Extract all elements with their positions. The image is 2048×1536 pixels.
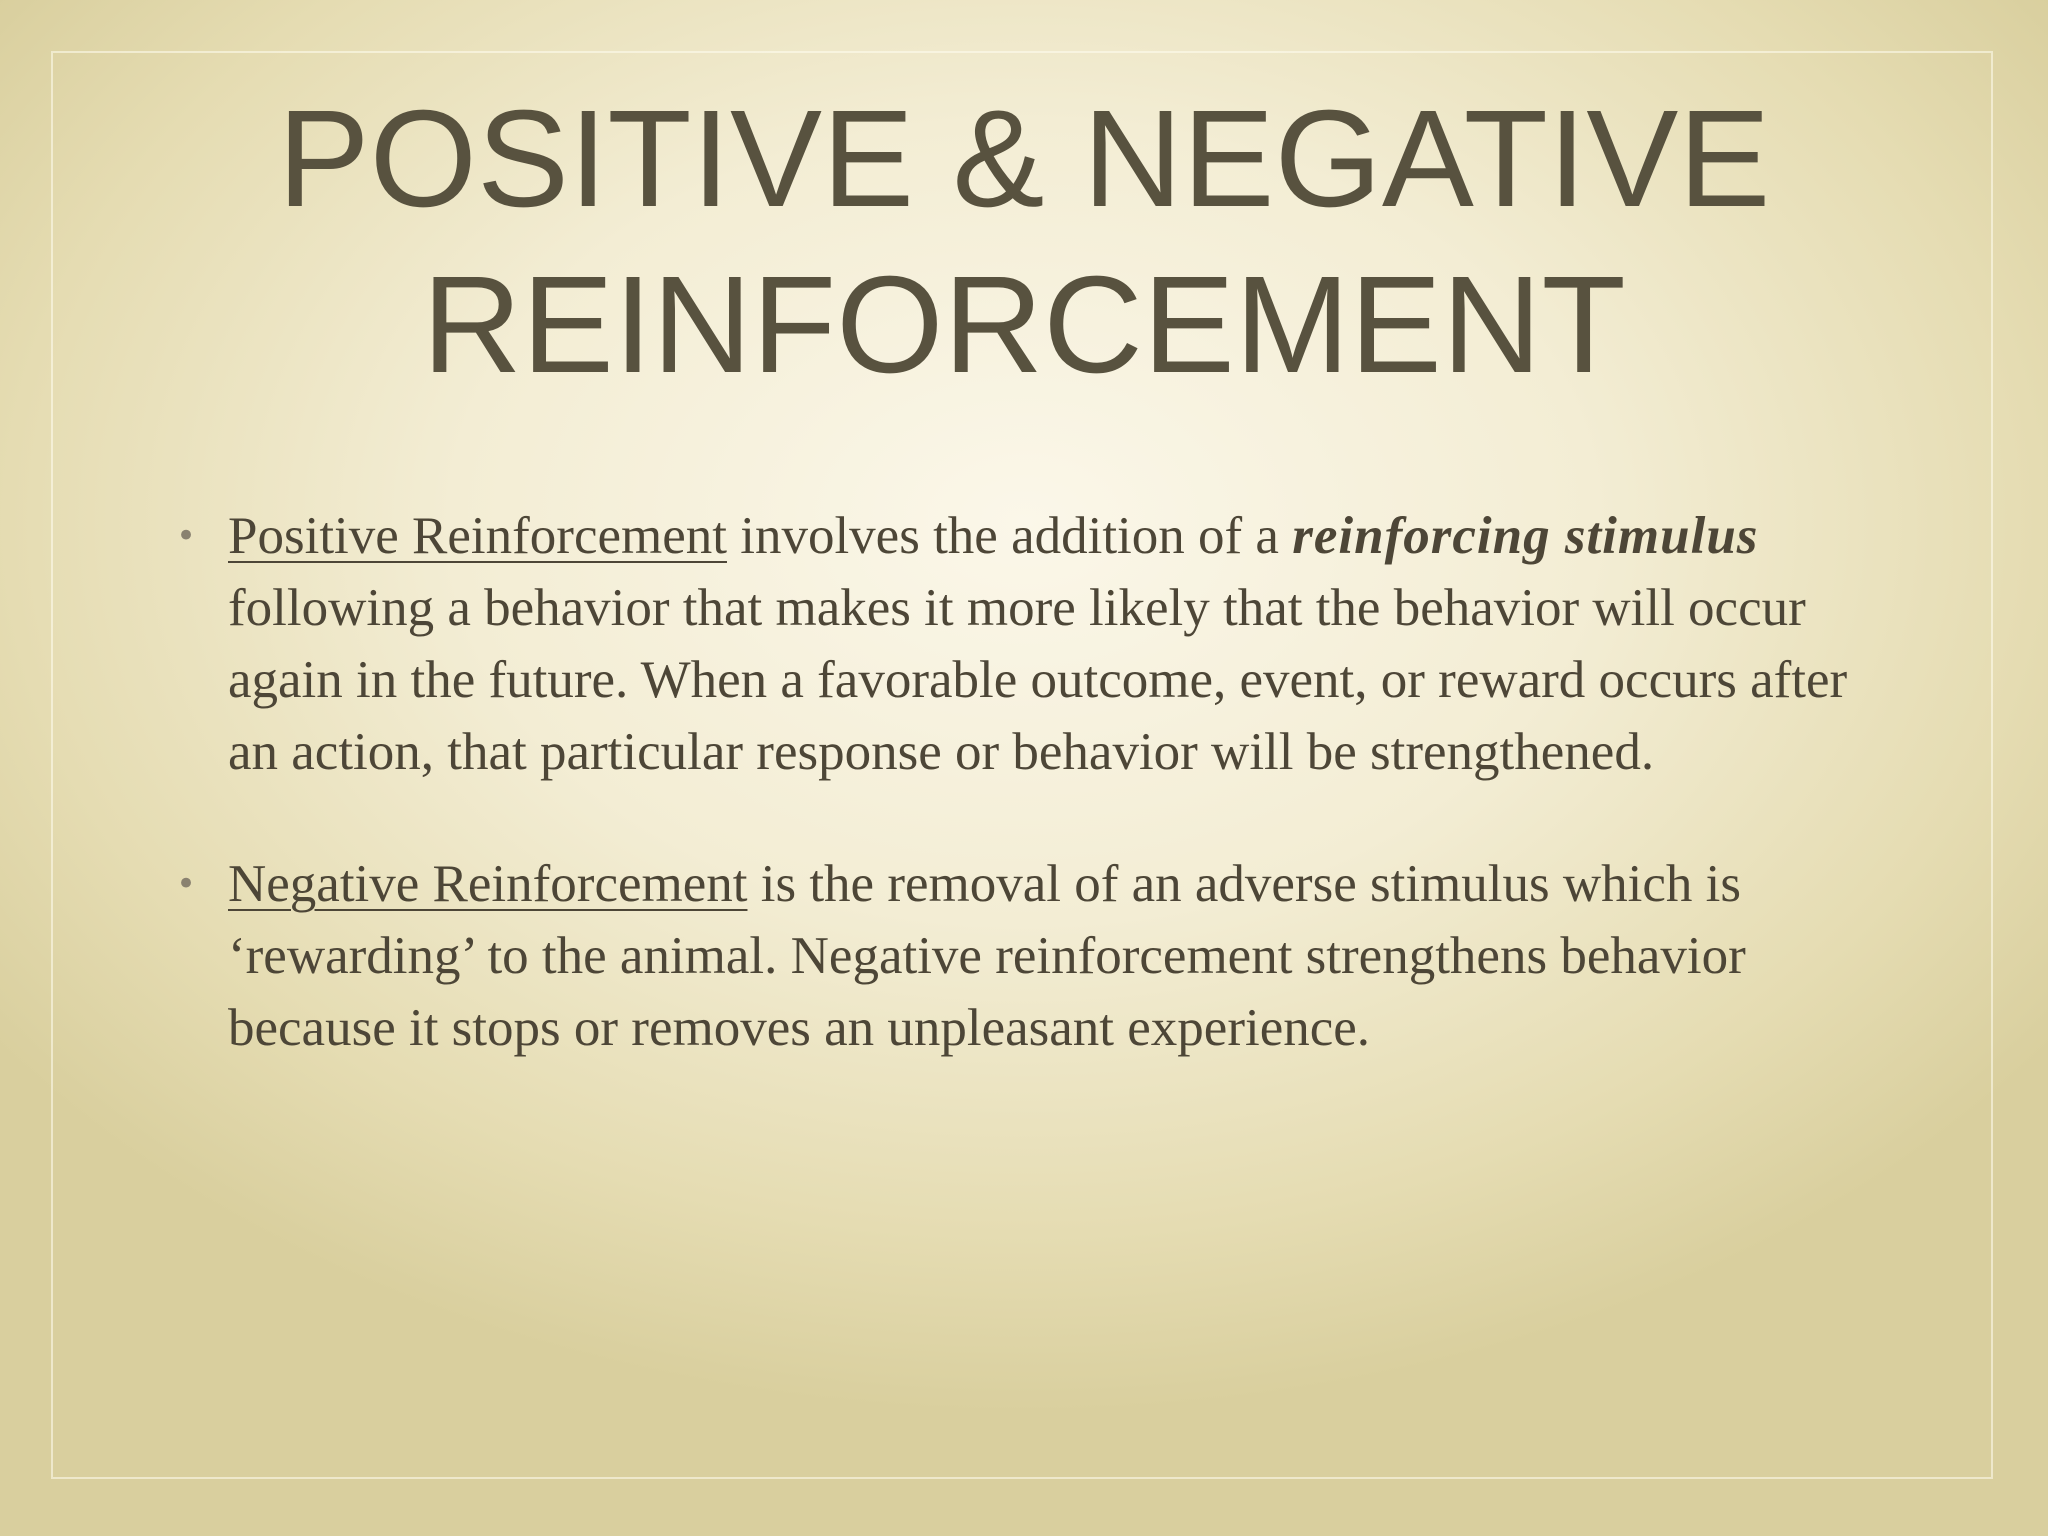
bullet-text: is the removal of an adverse stimulus which is ‘rewarding’ to the animal. Negative reinforcement strengthens behavior because it stops or removes an unpleasant experience. (228, 855, 1746, 1057)
emphasis-reinforcing-stimulus: reinforcing stimulus (1292, 507, 1759, 565)
bullet-dot-icon: • (176, 516, 197, 556)
slide-title-line-1: POSITIVE & NEGATIVE (277, 82, 1771, 236)
bullet-negative-reinforcement (176, 848, 1888, 1064)
slide-title-line-2: REINFORCEMENT (422, 248, 1626, 402)
term-positive-reinforcement: Positive Reinforcement (228, 507, 727, 565)
bullet-text: following a behavior that makes it more likely that the behavior will occur again in the future. When a favorable outcome, event, or reward occurs after an action, that particular response or behavior will be strengthened. (228, 579, 1848, 781)
slide-title (0, 76, 2048, 408)
bullet-dot-icon: • (176, 864, 197, 904)
bullet-list (176, 500, 1888, 1124)
bullet-positive-reinforcement (176, 500, 1888, 788)
bullet-text: involves the addition of a (726, 507, 1293, 565)
term-negative-reinforcement: Negative Reinforcement (228, 855, 748, 913)
